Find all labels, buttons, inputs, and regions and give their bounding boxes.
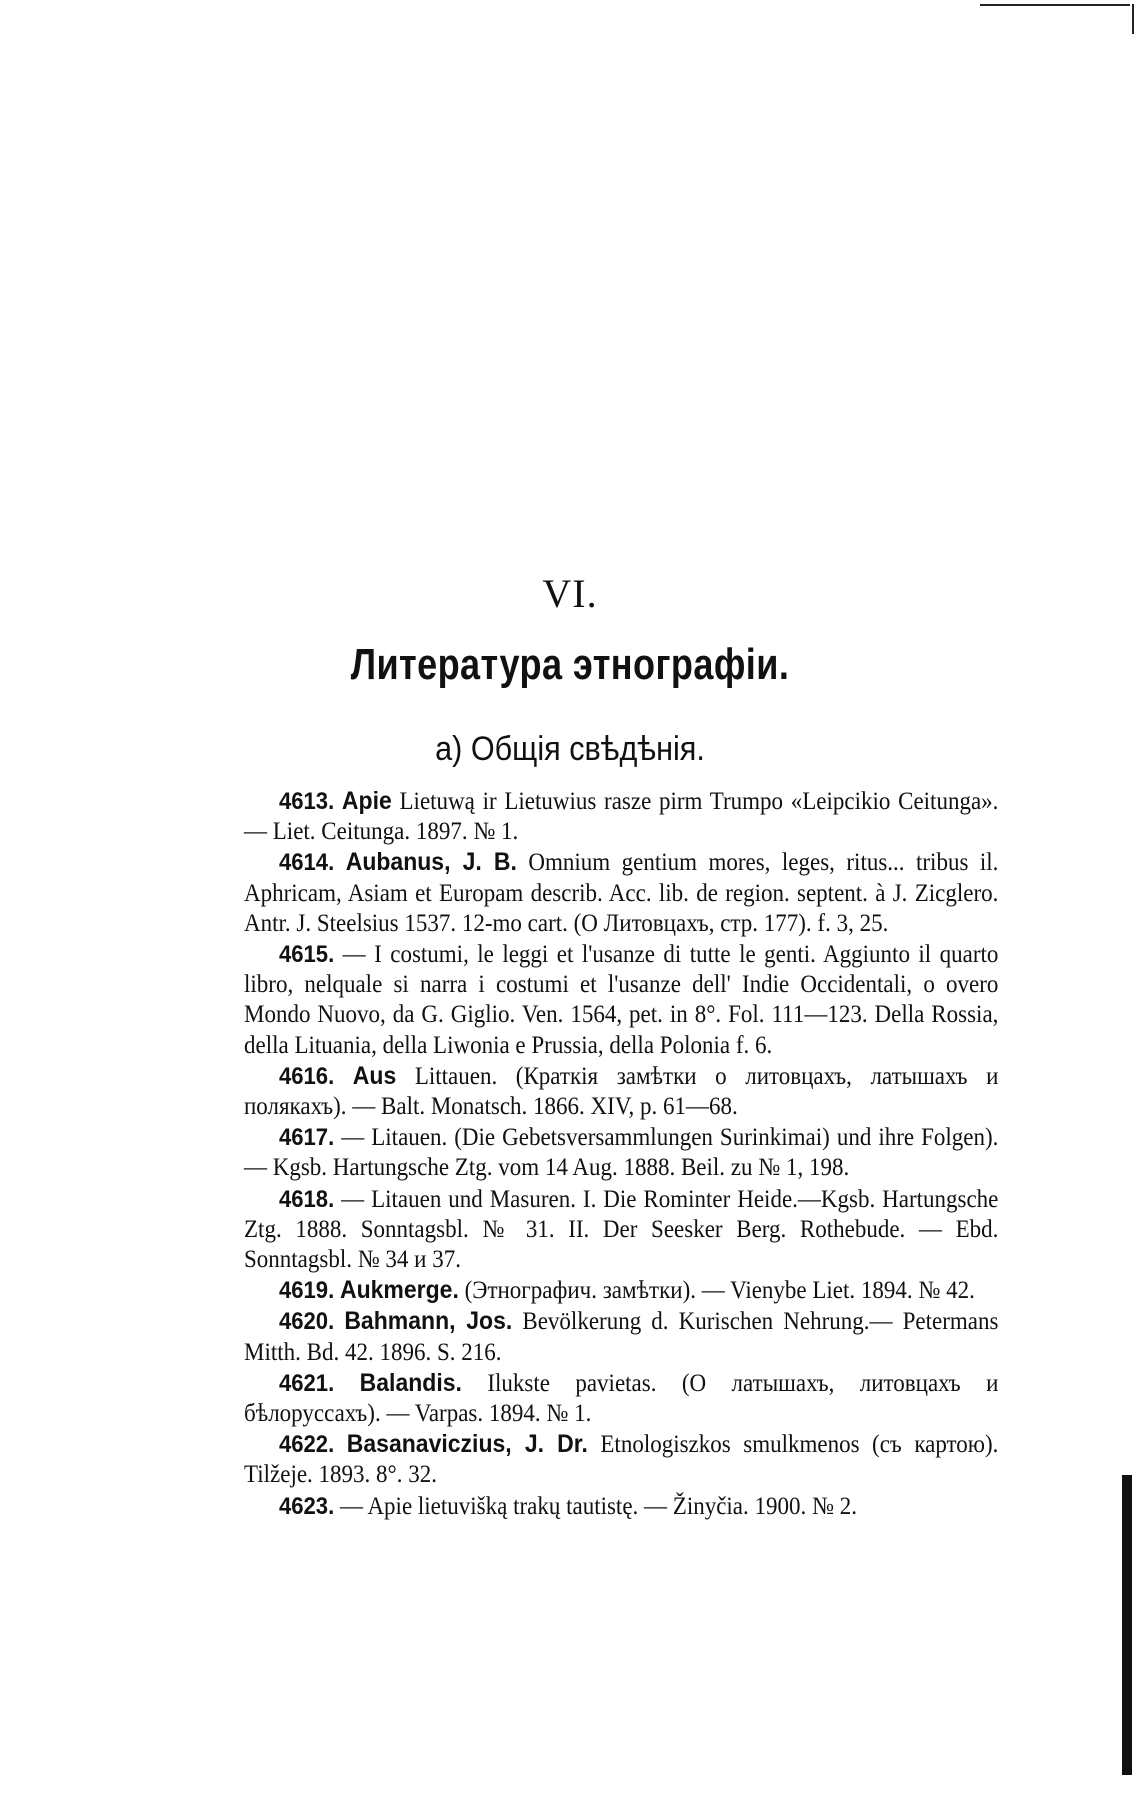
bibliography-entry — [244, 1122, 998, 1183]
entry-number: 4621. — [278, 1369, 335, 1397]
bibliography-entry — [244, 1306, 998, 1367]
entry-number: 4613. — [278, 788, 335, 815]
entry-text: — I costumi, le leggi et l'usanze di tutte le genti. Aggiunto il quarto libro, nelquale si narra i costumi et l'usanze dell' Indie Occidentali, o overo Mondo Nuovo, da G. Giglio. Ven. 1564, pet. in 8°. Fol. 111—123. Della Rossia, della Lituania, della Liwonia e Prussia, della Polonia f. 6. — [244, 941, 999, 1059]
entry-text: Bevölkerung d. Kurischen Nehrung.— Petermans Mitth. Bd. 42. 1896. S. 216. — [244, 1308, 999, 1366]
entry-text: Omnium gentium mores, leges, ritus... tribus il. Aphricam, Asiam et Europam describ. Acc. lib. de region. septent. à J. Zicglero. Antr. J. Steelsius 1537. 12-mo cart. (О Литовцахъ, стр. 177). f. 3, 25. — [244, 849, 999, 937]
entry-number: 4616. — [278, 1062, 335, 1090]
entry-number: 4617. — [278, 1124, 335, 1152]
entry-author: Apie — [341, 787, 392, 815]
entry-number: 4619. — [278, 1277, 335, 1305]
bibliography-entry — [244, 1491, 998, 1522]
entry-text: — Apie lietuvišką trakų tautistę. — Žinyčia. 1900. № 2. — [334, 1492, 857, 1520]
bibliography-entry — [244, 1061, 998, 1122]
entry-text: — Litauen und Masuren. I. Die Rominter Heide.—Kgsb. Hartungsche Ztg. 1888. Sonntagsbl. № 31. II. Der Seesker Berg. Rothebude. — Ebd. Sonntagsbl. № 34 и 37. — [244, 1185, 999, 1274]
bibliography-entry — [244, 786, 998, 847]
scan-edge-mark — [1122, 1475, 1132, 1775]
entry-text: Littauen. (Краткія замѣтки о литовцахъ, латышахъ и полякахъ). — Balt. Monatsch. 1866. XIV, p. 61—68. — [244, 1062, 999, 1121]
entry-number: 4618. — [278, 1185, 335, 1213]
entry-text: Lietuwą ir Lietuwius rasze pirm Trumpo «Leipcikio Ceitunga». — Liet. Ceitunga. 1897. № 1. — [244, 788, 999, 846]
entry-number: 4622. — [278, 1431, 335, 1459]
bibliography-entry — [244, 1275, 998, 1306]
bibliography-entry — [244, 847, 998, 939]
section-title: Литература этнографіи. — [350, 640, 790, 689]
section-number: VI. — [542, 571, 598, 616]
entry-number: 4614. — [278, 849, 335, 877]
entry-number: 4615. — [278, 941, 335, 969]
scan-right-rule — [1132, 4, 1134, 34]
entry-number: 4623. — [278, 1492, 335, 1520]
bibliography-entry — [244, 1429, 998, 1490]
bibliography-entry — [244, 1368, 998, 1429]
bibliography-entry — [244, 1184, 998, 1276]
entry-number: 4620. — [278, 1308, 335, 1336]
entry-text: Ilukste pavietas. (О латышахъ, литовцахъ и бѣлоруссахъ). — Varpas. 1894. № 1. — [244, 1369, 999, 1428]
entry-author: Balandis. — [359, 1368, 462, 1397]
entry-text: Etnologiszkos smulkmenos (съ картою). Tilžeje. 1893. 8°. 32. — [244, 1431, 999, 1489]
entry-text: (Этнографич. замѣтки). — Vienybe Liet. 1894. № 42. — [458, 1277, 975, 1305]
scan-top-rule — [980, 4, 1130, 6]
entry-author: Basanaviczius, J. Dr. — [346, 1430, 588, 1459]
entry-author: Aukmerge. — [339, 1276, 459, 1305]
subsection-title: а) Общія свѣдѣнія. — [435, 730, 705, 768]
entry-author: Aus — [352, 1061, 397, 1090]
entry-text: — Litauen. (Die Gebetsversammlungen Surinkimai) und ihre Folgen). — Kgsb. Hartungsche Ztg. vom 14 Aug. 1888. Beil. zu № 1, 198. — [244, 1124, 999, 1182]
bibliography-entries — [244, 786, 998, 1522]
bibliography-entry — [244, 939, 998, 1061]
entry-author: Aubanus, J. B. — [345, 848, 517, 877]
entry-author: Bahmann, Jos. — [344, 1307, 513, 1336]
